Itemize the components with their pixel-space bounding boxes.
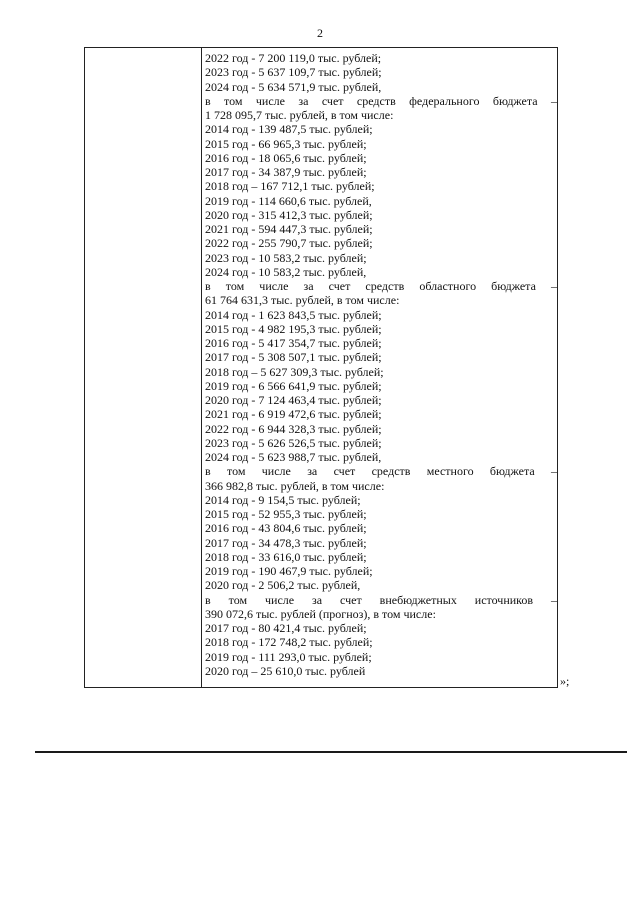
- funding-line: 2022 год - 255 790,7 тыс. рублей;: [205, 236, 373, 251]
- funding-line: 2023 год - 5 626 526,5 тыс. рублей;: [205, 435, 382, 450]
- funding-line: 2024 год - 5 623 988,7 тыс. рублей,: [205, 450, 382, 464]
- funding-text-cell: [205, 51, 557, 678]
- funding-line: 2024 год - 5 634 571,9 тыс. рублей,: [205, 79, 382, 94]
- funding-line: 2020 год - 7 124 463,4 тыс. рублей;: [205, 393, 382, 407]
- funding-line: 2017 год - 34 387,9 тыс. рублей;: [205, 165, 367, 179]
- funding-line: 2022 год - 6 944 328,3 тыс. рублей;: [205, 421, 382, 436]
- funding-line: 2018 год - 172 748,2 тыс. рублей;: [205, 635, 373, 650]
- funding-line: 390 072,6 тыс. рублей (прогноз), в том числе:: [205, 606, 436, 621]
- funding-line: в том числе за счет внебюджетных источников –: [205, 592, 557, 607]
- footer-rule: [35, 751, 627, 753]
- funding-line: 2017 год - 80 421,4 тыс. рублей;: [205, 621, 367, 635]
- funding-line: 1 728 095,7 тыс. рублей, в том числе:: [205, 108, 394, 122]
- funding-line: 2015 год - 4 982 195,3 тыс. рублей;: [205, 321, 382, 336]
- funding-line: 2021 год - 6 919 472,6 тыс. рублей;: [205, 407, 382, 422]
- funding-line: в том числе за счет средств местного бюджета –: [205, 464, 557, 479]
- funding-line: 2020 год - 315 412,3 тыс. рублей;: [205, 207, 373, 222]
- funding-line: 61 764 631,3 тыс. рублей, в том числе:: [205, 293, 400, 308]
- funding-line: 2022 год - 7 200 119,0 тыс. рублей;: [205, 51, 382, 65]
- funding-line: 2023 год - 5 637 109,7 тыс. рублей;: [205, 65, 382, 80]
- funding-line: 2019 год - 111 293,0 тыс. рублей;: [205, 649, 372, 664]
- funding-line: 2019 год - 6 566 641,9 тыс. рублей;: [205, 378, 382, 393]
- funding-line: 2020 год – 25 610,0 тыс. рублей: [205, 663, 366, 678]
- page-number: 2: [317, 26, 323, 40]
- funding-line: 2024 год - 10 583,2 тыс. рублей,: [205, 264, 367, 279]
- funding-line: 2016 год - 18 065,6 тыс. рублей;: [205, 150, 367, 165]
- funding-line: 2019 год - 190 467,9 тыс. рублей;: [205, 564, 373, 578]
- funding-line: 2018 год – 5 627 309,3 тыс. рублей;: [205, 364, 384, 379]
- funding-line: в том числе за счет средств областного бюджета –: [205, 279, 557, 293]
- funding-line: 2014 год - 139 487,5 тыс. рублей;: [205, 122, 373, 137]
- funding-line: 2016 год - 5 417 354,7 тыс. рублей;: [205, 336, 382, 350]
- funding-line: 2018 год – 167 712,1 тыс. рублей;: [205, 179, 375, 194]
- funding-line: 2019 год - 114 660,6 тыс. рублей,: [205, 193, 372, 208]
- table-column-divider: [201, 48, 202, 687]
- funding-line: 2023 год - 10 583,2 тыс. рублей;: [205, 250, 367, 265]
- funding-line: 2017 год - 5 308 507,1 тыс. рублей;: [205, 350, 382, 365]
- closing-quote-mark: »;: [560, 674, 570, 688]
- funding-line: 2016 год - 43 804,6 тыс. рублей;: [205, 521, 367, 536]
- funding-line: 2018 год - 33 616,0 тыс. рублей;: [205, 549, 367, 564]
- funding-line: 2014 год - 9 154,5 тыс. рублей;: [205, 492, 361, 507]
- funding-line: 2015 год - 52 955,3 тыс. рублей;: [205, 507, 367, 521]
- funding-line: в том числе за счет средств федерального бюджета –: [205, 93, 557, 108]
- funding-line: 2015 год - 66 965,3 тыс. рублей;: [205, 136, 367, 151]
- funding-line: 2017 год - 34 478,3 тыс. рублей;: [205, 535, 367, 550]
- funding-line: 2020 год - 2 506,2 тыс. рублей,: [205, 578, 361, 593]
- funding-line: 366 982,8 тыс. рублей, в том числе:: [205, 478, 385, 493]
- funding-line: 2021 год - 594 447,3 тыс. рублей;: [205, 222, 373, 236]
- funding-line: 2014 год - 1 623 843,5 тыс. рублей;: [205, 307, 382, 322]
